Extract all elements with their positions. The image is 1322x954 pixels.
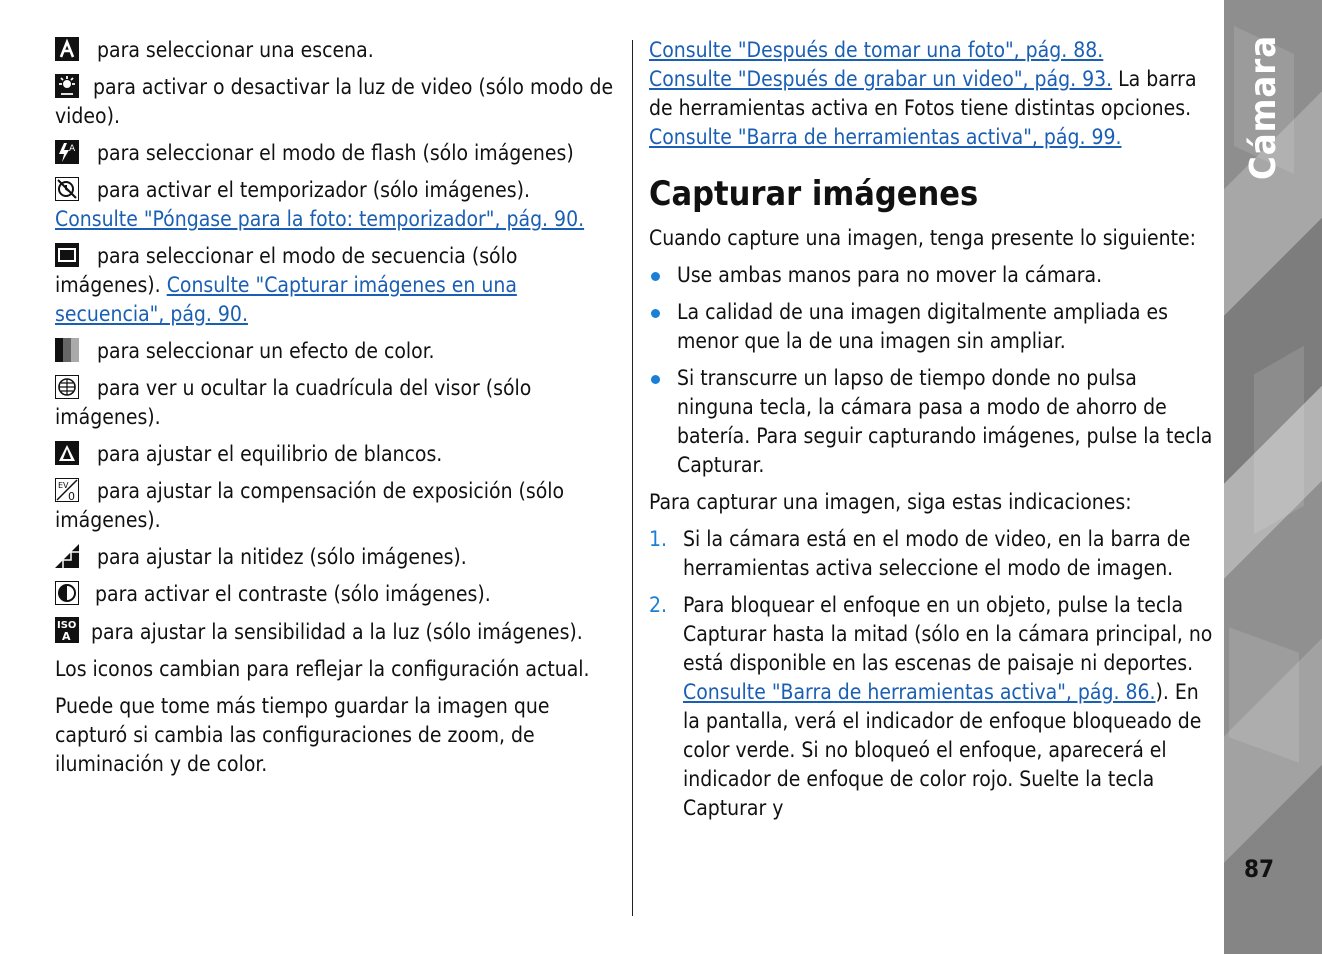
grid-icon <box>55 375 79 399</box>
page-number: 87 <box>1244 855 1275 883</box>
link-after-photo[interactable]: Consulte "Después de tomar una foto", pág. 88. <box>649 38 1104 62</box>
list-item: Si transcurre un lapso de tiempo donde no pulsa ninguna tecla, la cámara pasa a modo de ahorro de batería. Para seguir capturando imágenes, pulse la tecla Capturar. <box>649 364 1214 480</box>
step-text: Para bloquear el enfoque en un objeto, pulse la tecla Capturar hasta la mitad (sólo en la cámara principal, no está disponible en las escenas de paisaje ni deportes. <box>683 593 1213 675</box>
sidebar-facet <box>1254 346 1304 535</box>
list-item: La calidad de una imagen digitalmente ampliada es menor que la de una imagen sin ampliar. <box>649 298 1214 356</box>
sidebar-facet <box>1229 627 1299 762</box>
svg-text:A: A <box>62 630 71 643</box>
icon-item-contrast <box>55 580 620 609</box>
paragraph-references <box>649 36 1214 152</box>
step-number: 1. <box>649 527 668 551</box>
icon-item-scene <box>55 36 620 65</box>
step-item <box>649 525 1214 583</box>
paragraph-icons-change: Los iconos cambian para reflejar la configuración actual. <box>55 657 590 681</box>
link-toolbar[interactable]: Consulte "Barra de herramientas activa", pág. 99. <box>649 125 1122 149</box>
svg-text:A: A <box>69 144 76 154</box>
icon-item-text: para ajustar la compensación de exposición (sólo imágenes). <box>55 479 565 532</box>
icon-item-sequence <box>55 242 620 329</box>
icon-item-text: para seleccionar el modo de secuencia (sólo imágenes). <box>55 244 518 297</box>
bullet-list <box>649 261 1214 480</box>
steps-list <box>649 525 1214 823</box>
sharpness-icon <box>55 544 79 568</box>
icon-item-text: para seleccionar el modo de flash (sólo imágenes) <box>97 141 574 165</box>
icon-item-grid <box>55 374 620 432</box>
svg-text:0: 0 <box>68 490 75 502</box>
exposure-icon <box>55 478 79 502</box>
icon-item-video-light <box>55 73 620 131</box>
step-text: ). En la pantalla, verá el indicador de enfoque bloqueado de color verde. Si no bloqueó el enfoque, aparecerá el indicador de enfoque de color rojo. Suelte la tecla Capturar y <box>683 680 1202 820</box>
icon-item-text: para ajustar la sensibilidad a la luz (sólo imágenes). <box>91 620 583 644</box>
icon-item-iso <box>55 617 620 647</box>
link-self-timer[interactable]: Consulte "Póngase para la foto: temporizador", pág. 90. <box>55 207 585 231</box>
step-item <box>649 591 1214 823</box>
section-heading: Capturar imágenes <box>649 174 979 214</box>
icon-item-sharpness <box>55 543 620 572</box>
icon-item-text: para activar el contraste (sólo imágenes). <box>95 582 491 606</box>
svg-text:ISO: ISO <box>57 620 77 631</box>
icon-item-text: para seleccionar un efecto de color. <box>97 339 435 363</box>
scene-icon <box>55 37 79 61</box>
column-divider <box>632 40 633 916</box>
left-column <box>55 36 620 787</box>
link-after-video[interactable]: Consulte "Después de grabar un video", pág. 93. <box>649 67 1113 91</box>
sequence-icon <box>55 243 79 267</box>
white-balance-icon <box>55 441 79 465</box>
icon-item-exposure <box>55 477 620 535</box>
icon-item-text: para ajustar la nitidez (sólo imágenes). <box>97 545 467 569</box>
step-number: 2. <box>649 593 668 617</box>
icon-item-text: para ajustar el equilibrio de blancos. <box>97 442 443 466</box>
icon-item-text: para activar el temporizador (sólo imágenes). <box>97 178 530 202</box>
self-timer-icon <box>55 177 79 201</box>
svg-text:EV: EV <box>58 481 69 490</box>
paragraph-steps-intro: Para capturar una imagen, siga estas indicaciones: <box>649 490 1132 514</box>
text-toolbar: La barra de herramientas activa en Fotos tiene distintas opciones. <box>649 67 1197 120</box>
video-light-icon <box>55 74 79 98</box>
icon-item-color-effect <box>55 337 620 366</box>
iso-icon <box>55 617 79 641</box>
contrast-icon <box>55 581 79 605</box>
right-column <box>649 36 1214 831</box>
icon-item-text: para ver u ocultar la cuadrícula del visor (sólo imágenes). <box>55 376 532 429</box>
icon-item-text: para activar o desactivar la luz de video (sólo modo de video). <box>55 75 614 128</box>
flash-icon <box>55 140 79 164</box>
icon-item-self-timer <box>55 176 620 234</box>
link-sequence[interactable]: Consulte "Capturar imágenes en una secuencia", pág. 90. <box>55 273 517 326</box>
icon-item-white-balance <box>55 440 620 469</box>
chapter-title: Cámara <box>1243 34 1284 180</box>
paragraph-intro: Cuando capture una imagen, tenga presente lo siguiente: <box>649 226 1197 250</box>
paragraph-save-time: Puede que tome más tiempo guardar la imagen que capturó si cambia las configuraciones de zoom, de iluminación y de color. <box>55 694 550 776</box>
link-toolbar-86[interactable]: Consulte "Barra de herramientas activa", pág. 86. <box>683 680 1156 704</box>
step-text: Si la cámara está en el modo de video, en la barra de herramientas activa seleccione el modo de imagen. <box>683 527 1191 580</box>
icon-item-text: para seleccionar una escena. <box>97 38 374 62</box>
list-item: Use ambas manos para no mover la cámara. <box>649 261 1214 290</box>
color-effect-icon <box>55 338 79 362</box>
icon-item-flash <box>55 139 620 168</box>
